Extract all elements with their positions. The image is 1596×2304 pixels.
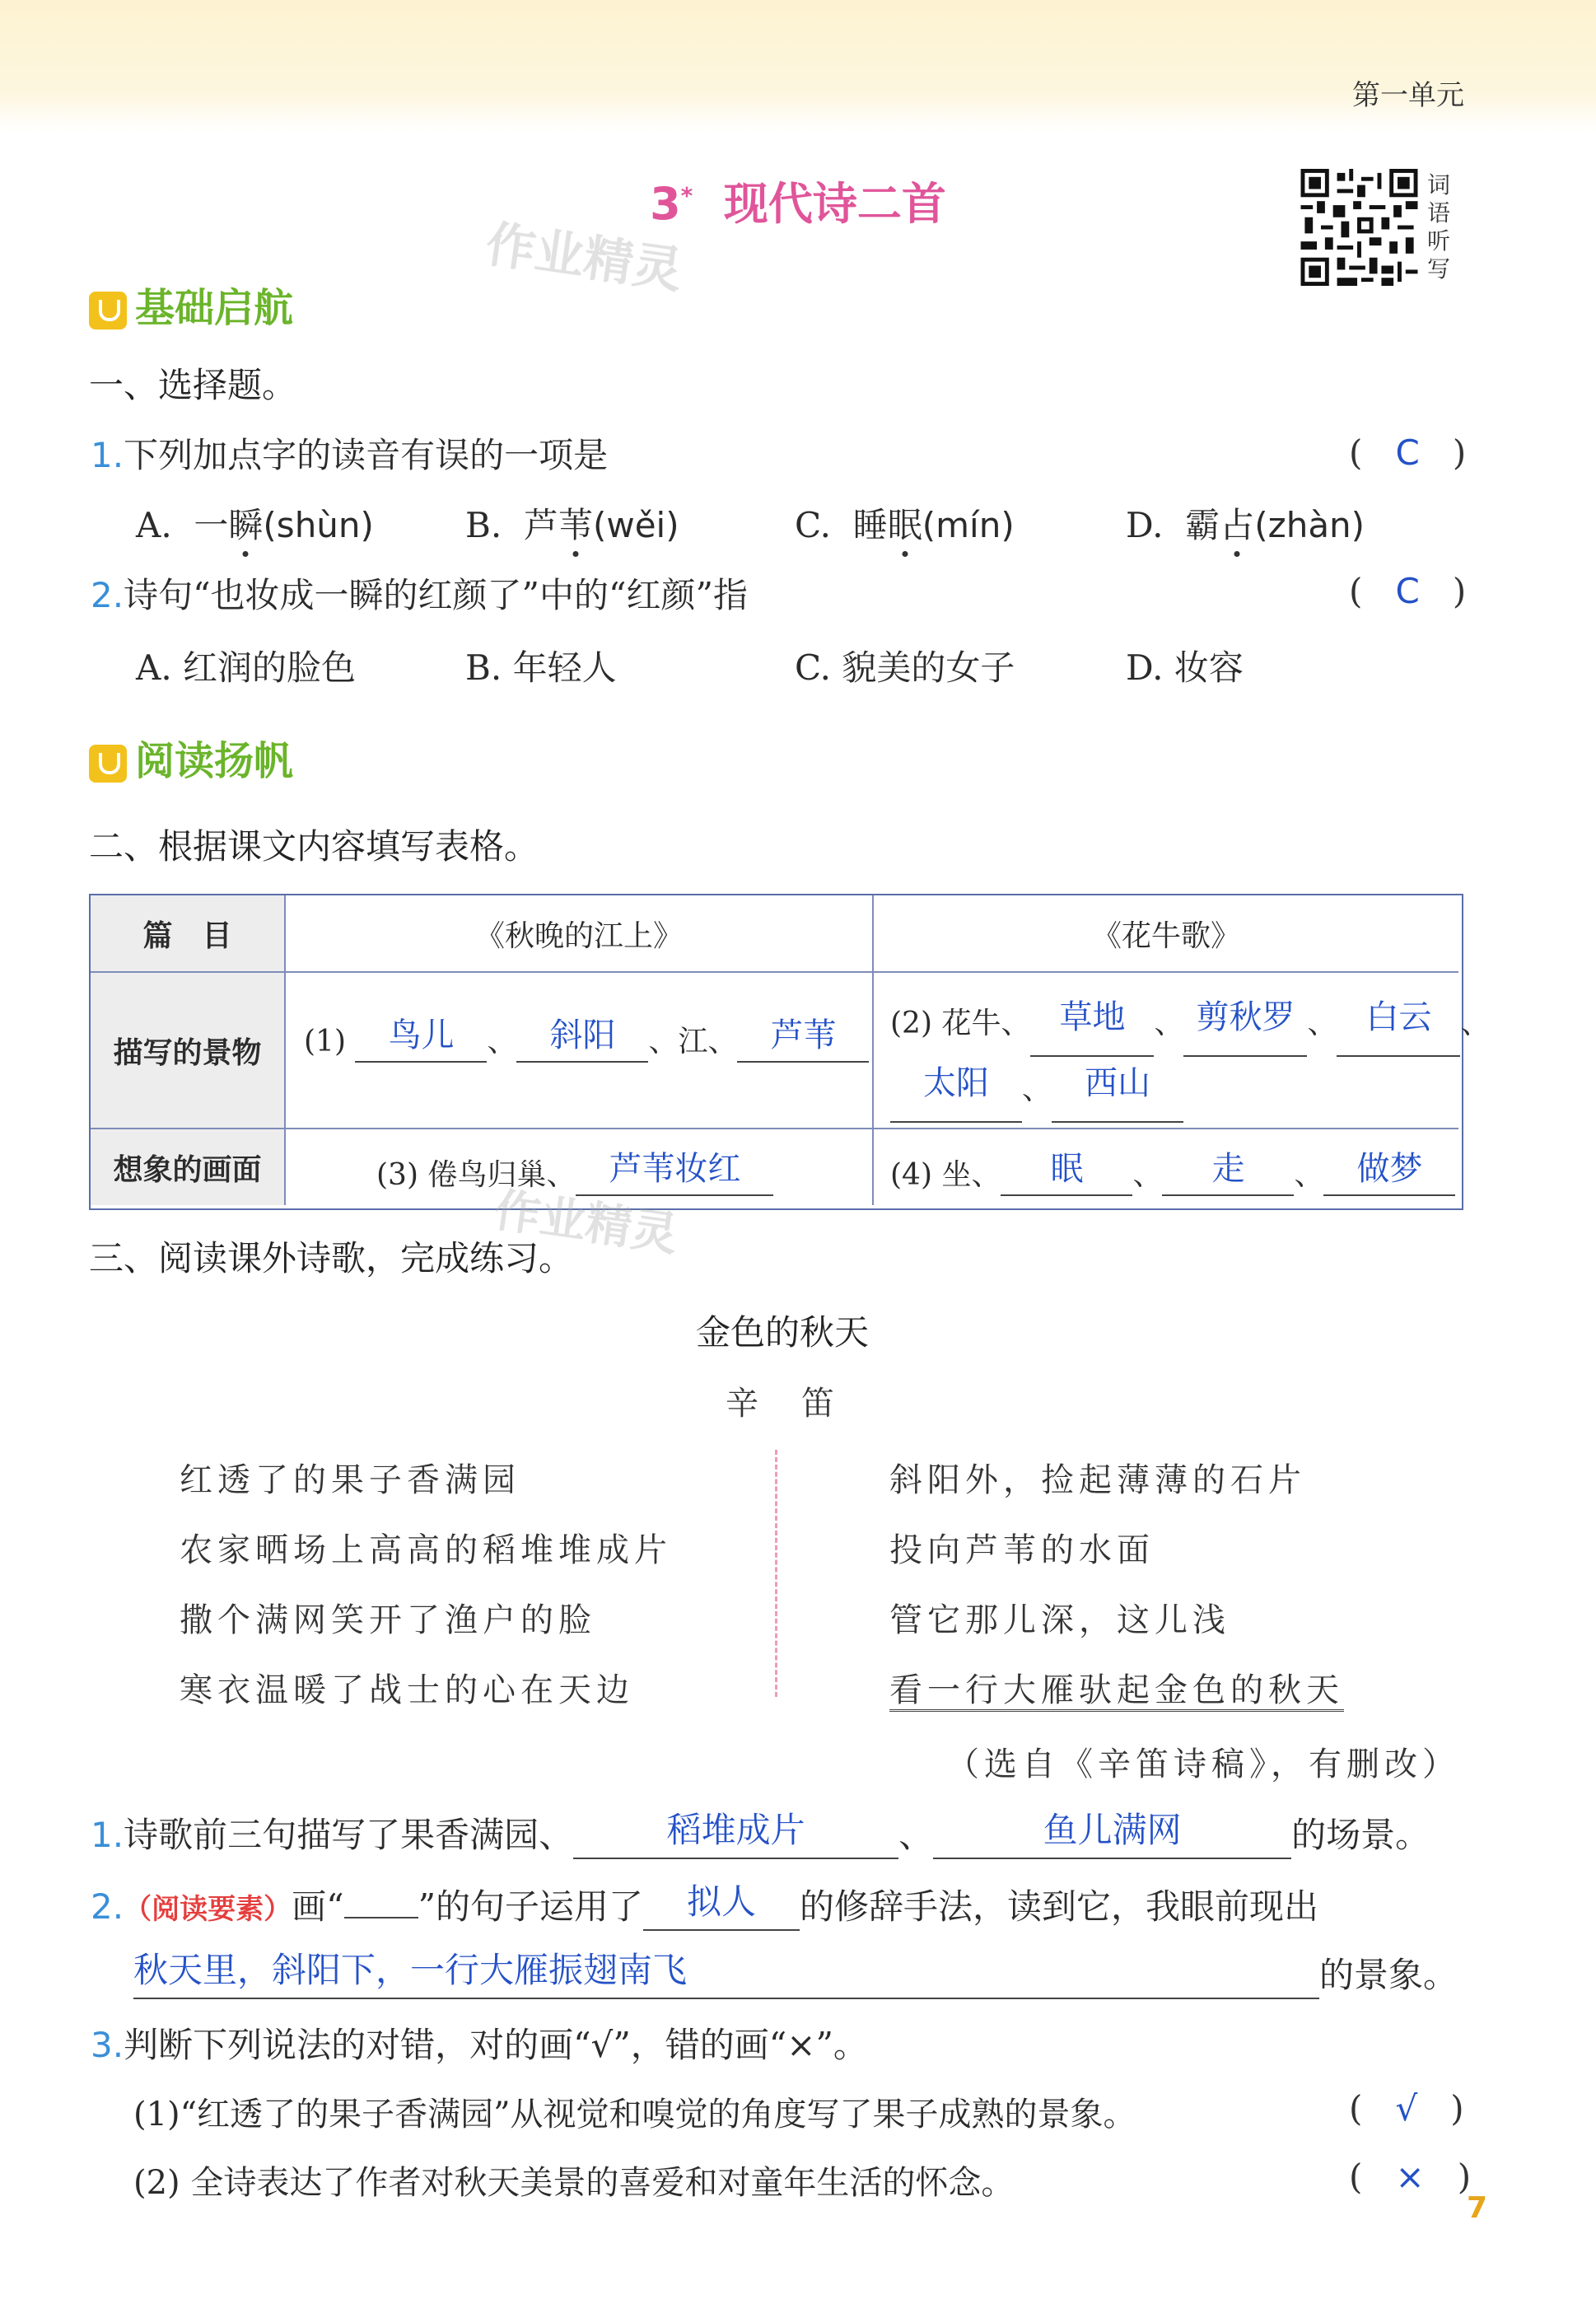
section-basic bbox=[89, 276, 293, 333]
poem-source: （选自《辛笛诗稿》，有删改） bbox=[946, 1746, 1460, 1783]
qr-label-char: 写 bbox=[1426, 255, 1450, 283]
dotted-char: 瞬 bbox=[228, 505, 264, 545]
answer-blank bbox=[933, 1808, 1291, 1859]
poem-divider bbox=[775, 1450, 777, 1697]
q2-option-a: A. 红润的脸色 bbox=[136, 647, 357, 688]
answer-blank bbox=[890, 1057, 1022, 1123]
qr-label-char: 听 bbox=[1426, 227, 1450, 255]
unit-label: 第一单元 bbox=[1352, 79, 1464, 112]
answer-blank bbox=[573, 1808, 898, 1859]
option-letter: B. bbox=[465, 505, 502, 545]
section-reading bbox=[89, 729, 293, 786]
answer: 芦苇妆红 bbox=[609, 1150, 741, 1188]
q1-option-b bbox=[465, 498, 679, 548]
answer: 白云 bbox=[1365, 998, 1432, 1036]
question-number: 2. bbox=[91, 575, 124, 615]
dotted-char: 眠 bbox=[887, 505, 922, 545]
lesson-name: 现代诗二首 bbox=[723, 178, 946, 230]
question-text: 判断下列说法的对错，对的画“√”，错的画“×”。 bbox=[124, 2025, 868, 2065]
question-text: 的场景。 bbox=[1291, 1815, 1430, 1855]
row1-header: 描写的景物 bbox=[91, 973, 286, 1129]
poem-left-column bbox=[180, 1446, 672, 1726]
option-pinyin: (zhàn) bbox=[1254, 505, 1365, 545]
separator: 、 bbox=[1307, 1007, 1337, 1040]
section-title: 基础启航 bbox=[135, 285, 294, 331]
part-one-title: 一、选择题。 bbox=[89, 365, 297, 405]
question-number: 3. bbox=[91, 2025, 124, 2065]
qr-label-char: 语 bbox=[1426, 199, 1450, 227]
answer: 草地 bbox=[1059, 998, 1126, 1036]
q1-option-c bbox=[795, 498, 1015, 548]
separator: 、 bbox=[898, 1815, 934, 1855]
question-text: 画“ bbox=[292, 1886, 344, 1927]
answer-blank bbox=[643, 1880, 800, 1931]
cell-prefix: (1) bbox=[304, 1025, 346, 1059]
header-title-cell: 篇 目 bbox=[91, 895, 286, 973]
cell-prefix: (4) 坐、 bbox=[890, 1158, 1001, 1192]
cell-prefix: (2) 花牛、 bbox=[890, 1007, 1031, 1040]
poem-title: 金色的秋天 bbox=[695, 1312, 869, 1353]
answer-blank bbox=[1162, 1147, 1294, 1196]
question-text: 的修辞手法，读到它，我眼前现出 bbox=[800, 1886, 1319, 1927]
answer: 鱼儿满网 bbox=[1043, 1810, 1182, 1850]
answer: 走 bbox=[1211, 1150, 1245, 1188]
content-table bbox=[89, 894, 1491, 1210]
question-text: 诗句“也妆成一瞬的红颜了”中的“红颜”指 bbox=[124, 575, 748, 615]
question-number: 1. bbox=[91, 1815, 124, 1855]
row2-header: 想象的画面 bbox=[91, 1129, 286, 1205]
qr-label bbox=[1426, 171, 1451, 283]
answer-blank bbox=[1323, 1147, 1455, 1196]
answer-blank bbox=[1030, 991, 1154, 1057]
separator: 、 bbox=[1460, 1007, 1491, 1040]
answer: 太阳 bbox=[923, 1064, 989, 1102]
option-char: 芦 bbox=[523, 505, 558, 545]
anchor-icon bbox=[89, 292, 127, 329]
poem-line: 寒衣温暖了战士的心在天边 bbox=[180, 1671, 634, 1709]
poem-right-column bbox=[889, 1446, 1344, 1726]
answer-paren-judge-1: ( √ ) bbox=[1349, 2088, 1464, 2129]
option-letter: C. bbox=[795, 505, 831, 545]
cell-prefix: (3) 倦鸟归巢、 bbox=[376, 1158, 576, 1192]
poem-line: 投向芦苇的水面 bbox=[889, 1531, 1155, 1569]
answer: 西山 bbox=[1085, 1064, 1151, 1102]
exercise-2-line2 bbox=[133, 1948, 1458, 1999]
section-title: 阅读扬帆 bbox=[135, 738, 294, 784]
exercise-1 bbox=[91, 1808, 1430, 1859]
answer-blank bbox=[1052, 1057, 1183, 1123]
poem-line: 红透了的果子香满园 bbox=[180, 1461, 520, 1499]
question-text: ”的句子运用了 bbox=[418, 1886, 644, 1927]
answer-blank bbox=[1001, 1147, 1132, 1196]
option-char: 睡 bbox=[852, 505, 888, 545]
answer: C bbox=[1395, 432, 1420, 473]
page-number: 7 bbox=[1466, 2191, 1487, 2225]
poem-author: 辛 笛 bbox=[726, 1385, 839, 1423]
question-1 bbox=[91, 428, 608, 478]
answer-blank bbox=[737, 1014, 869, 1063]
row1-poem2-cell bbox=[874, 973, 1491, 1129]
answer-blank bbox=[1337, 991, 1460, 1057]
answer: 芦苇 bbox=[770, 1016, 837, 1054]
row2-poem2-cell bbox=[874, 1129, 1458, 1205]
separator: 、 bbox=[487, 1025, 517, 1059]
answer: 剪秋罗 bbox=[1196, 998, 1295, 1036]
poem-line: 管它那儿深，这儿浅 bbox=[889, 1601, 1230, 1639]
separator: 、 bbox=[1022, 1073, 1052, 1106]
q2-option-b: B. 年轻人 bbox=[465, 647, 617, 688]
answer: 斜阳 bbox=[549, 1016, 616, 1054]
qr-label-char: 词 bbox=[1426, 171, 1450, 199]
separator: 、 bbox=[1154, 1007, 1184, 1040]
answer-paren-q1: ( C ) bbox=[1349, 432, 1467, 473]
option-char: 霸 bbox=[1185, 505, 1220, 545]
q1-option-a bbox=[136, 498, 374, 548]
answer: 做梦 bbox=[1356, 1150, 1423, 1188]
part-two-title: 二、根据课文内容填写表格。 bbox=[89, 826, 539, 867]
option-pinyin: (mín) bbox=[922, 505, 1015, 545]
answer: C bbox=[1395, 571, 1420, 611]
exercise-3 bbox=[91, 2018, 868, 2068]
question-number: 2. bbox=[91, 1886, 124, 1927]
answer-paren-judge-2: ( × ) bbox=[1349, 2157, 1472, 2197]
answer: 眠 bbox=[1050, 1150, 1084, 1188]
answer-blank bbox=[344, 1917, 418, 1918]
question-number: 1. bbox=[91, 435, 124, 475]
poem-line: 农家晒场上高高的稻堆堆成片 bbox=[180, 1531, 672, 1569]
lesson-star: * bbox=[680, 182, 693, 209]
answer: 秋天里，斜阳下，一行大雁振翅南飞 bbox=[133, 1950, 688, 1990]
option-letter: D. bbox=[1126, 505, 1164, 545]
option-letter: A. bbox=[136, 505, 172, 545]
question-2 bbox=[91, 568, 748, 618]
dotted-char: 占 bbox=[1220, 505, 1255, 545]
answer: 鸟儿 bbox=[388, 1016, 455, 1054]
option-pinyin: (shùn) bbox=[263, 505, 374, 545]
reading-element-tag: （阅读要素） bbox=[124, 1893, 292, 1926]
judge-item-2: (2) 全诗表达了作者对秋天美景的喜爱和对童年生活的怀念。 bbox=[133, 2164, 1015, 2202]
row1-poem1-cell bbox=[286, 973, 874, 1129]
poem1-header: 《秋晚的江上》 bbox=[286, 895, 874, 973]
exercise-2 bbox=[91, 1880, 1318, 1931]
question-text: 下列加点字的读音有误的一项是 bbox=[124, 435, 609, 475]
answer: × bbox=[1395, 2157, 1425, 2197]
answer-blank bbox=[133, 1948, 1319, 1999]
poem2-header: 《花牛歌》 bbox=[874, 895, 1458, 973]
poem-line: 撒个满网笑开了渔户的脸 bbox=[180, 1601, 596, 1639]
part-three-title: 三、阅读课外诗歌，完成练习。 bbox=[89, 1238, 574, 1278]
answer: 稻堆成片 bbox=[666, 1810, 805, 1850]
lesson-number: 3 bbox=[650, 178, 681, 230]
separator: 、 bbox=[1132, 1158, 1163, 1192]
q1-option-d bbox=[1126, 498, 1365, 548]
question-text: 的景象。 bbox=[1319, 1955, 1458, 1995]
separator: 、江、 bbox=[648, 1025, 738, 1059]
answer: √ bbox=[1395, 2088, 1418, 2129]
answer-paren-q2: ( C ) bbox=[1349, 571, 1467, 611]
watermark: 作业精灵 bbox=[482, 215, 687, 301]
poem-line: 斜阳外，捡起薄薄的石片 bbox=[889, 1461, 1306, 1499]
option-char: 一 bbox=[194, 505, 229, 545]
poem-line-underlined: 看一行大雁驮起金色的秋天 bbox=[889, 1671, 1344, 1712]
sail-icon bbox=[89, 745, 127, 783]
answer-blank bbox=[355, 1014, 487, 1063]
q2-option-d: D. 妆容 bbox=[1126, 647, 1244, 688]
judge-item-1: (1)“红透了的果子香满园”从视觉和嗅觉的角度写了果子成熟的景象。 bbox=[133, 2096, 1136, 2133]
answer-blank bbox=[1183, 991, 1307, 1057]
question-text: 诗歌前三句描写了果香满园、 bbox=[124, 1815, 574, 1855]
qr-code-icon[interactable] bbox=[1300, 169, 1419, 286]
dotted-char: 苇 bbox=[558, 505, 593, 545]
answer-blank bbox=[516, 1014, 648, 1063]
watermark: 作业精灵 bbox=[490, 1183, 681, 1263]
answer: 拟人 bbox=[687, 1881, 757, 1922]
q2-option-c: C. 貌美的女子 bbox=[795, 647, 1015, 688]
separator: 、 bbox=[1294, 1158, 1324, 1192]
option-pinyin: (wěi) bbox=[592, 505, 679, 545]
